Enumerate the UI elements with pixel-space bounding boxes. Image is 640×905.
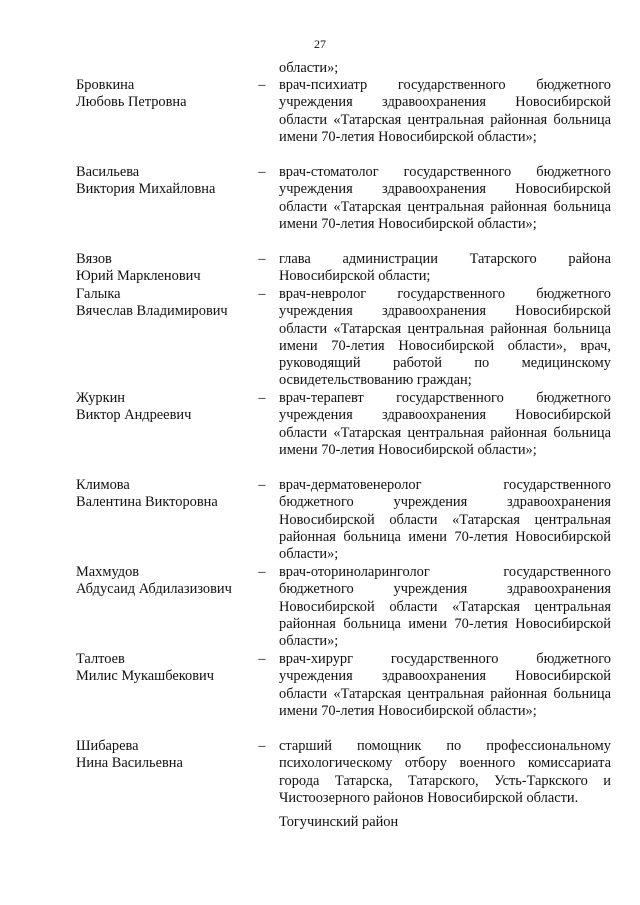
surname: Журкин [76,390,125,406]
given-names: Милис Мукашбекович [76,668,214,685]
given-names: Валентина Викторовна [76,494,218,511]
member-name [76,390,266,425]
member-name [76,77,266,112]
given-names: Любовь Петровна [76,94,187,111]
list-item [0,738,640,822]
surname: Бровкина [76,77,135,93]
given-names: Виктор Андреевич [76,407,192,424]
member-name [76,564,266,599]
given-names: Нина Васильевна [76,755,183,772]
list-item [0,477,640,564]
given-names: Абдусаид Абдилазизович [76,581,232,598]
surname: Махмудов [76,564,140,580]
member-name [76,738,266,773]
member-name [76,477,266,512]
dash-separator: – [258,651,266,667]
list-item [0,390,640,477]
entry-description: врач-стоматолог государственного бюджетного учреждения здравоохранения Новосибирской области «Татарская центральная районная больница имени 70-летия Новосибирской области»; [279,164,611,232]
entry-description: врач-психиатр государственного бюджетного учреждения здравоохранения Новосибирской области «Татарская центральная районная больница имени 70-летия Новосибирской области»; [279,77,611,145]
list-item [0,286,640,390]
given-names: Юрий Маркленович [76,268,201,285]
member-name [76,651,266,686]
dash-separator: – [258,477,266,493]
dash-separator: – [258,164,266,180]
dash-separator: – [258,738,266,754]
dash-separator: – [258,390,266,406]
entry-description: глава администрации Татарского района Новосибирской области; [279,251,611,285]
entry-description: старший помощник по профессиональному психологическому отбору военного комиссариата города Татарска, Татарского, Усть-Таркского и Чистоозерного районов Новосибирской области. [279,738,611,806]
page-number: 27 [314,37,326,51]
member-name [76,286,266,321]
given-names: Виктория Михайловна [76,181,216,198]
list-item [0,564,640,651]
list-item [0,164,640,251]
surname: Талтоев [76,651,125,667]
member-name [76,251,266,286]
continuation-line [0,60,640,77]
surname: Шибарева [76,738,139,754]
dash-separator: – [258,251,266,267]
dash-separator: – [258,286,266,302]
entry-description: врач-невролог государственного бюджетного учреждения здравоохранения Новосибирской области «Татарская центральная районная больница имени 70-летия Новосибирской области», врач, руководящий работой по медицинскому освидетельствованию граждан; [279,286,611,389]
surname: Галыка [76,286,121,302]
surname: Климова [76,477,130,493]
entry-description: врач-хирург государственного бюджетного учреждения здравоохранения Новосибирской области «Татарская центральная районная больница имени 70-летия Новосибирской области»; [279,651,611,719]
commission-list [0,60,640,822]
list-item [0,251,640,286]
dash-separator: – [258,77,266,93]
surname: Вязов [76,251,112,267]
section-heading: Тогучинский район [279,814,399,830]
entry-description: врач-терапевт государственного бюджетного учреждения здравоохранения Новосибирской области «Татарская центральная районная больница имени 70-летия Новосибирской области»; [279,390,611,458]
dash-separator: – [258,564,266,580]
given-names: Вячеслав Владимирович [76,303,228,320]
list-item [0,651,640,738]
list-item [0,77,640,164]
member-name [76,164,266,199]
surname: Васильева [76,164,140,180]
entry-description: врач-оториноларинголог государственного бюджетного учреждения здравоохранения Новосибирской области «Татарская центральная районная больница имени 70-летия Новосибирской области»; [279,564,611,650]
entry-description: области»; [279,60,339,76]
entry-description: врач-дерматовенеролог государственного бюджетного учреждения здравоохранения Новосибирской области «Татарская центральная районная больница имени 70-летия Новосибирской области»; [279,477,611,563]
